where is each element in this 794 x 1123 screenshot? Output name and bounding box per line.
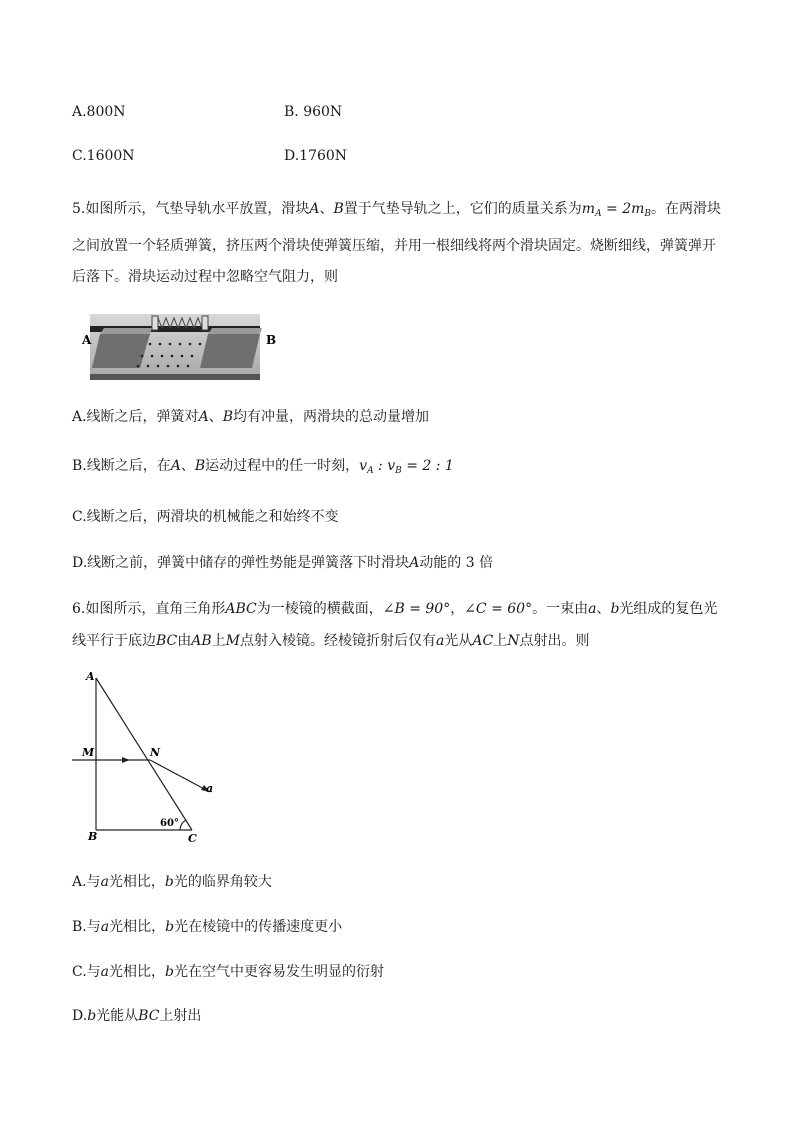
label-b: B — [266, 333, 277, 347]
q6-stem-line1: 6.如图所示，直角三角形ABC为一棱镜的横截面，∠B = 90°，∠C = 60°。一束由a、b光组成的复色光 — [72, 601, 718, 617]
refracted-ray-a — [150, 760, 210, 792]
point-m: M — [82, 746, 95, 759]
vertex-a: A — [86, 670, 95, 683]
q4-option-c: C.1600N — [72, 148, 135, 164]
q6-option-a: A.与a光相比，b光的临界角较大 — [72, 874, 272, 890]
q4-option-b: B. 960N — [284, 104, 343, 120]
ray-arrow — [122, 757, 130, 763]
q6-stem-line2: 线平行于底边BC由AB上M点射入棱镜。经棱镜折射后仅有a光从AC上N点射出。则 — [72, 633, 590, 649]
q5-option-c: C.线断之后，两滑块的机械能之和始终不变 — [72, 509, 339, 525]
side-ac — [96, 678, 192, 830]
vertex-c: C — [188, 832, 197, 845]
q5-option-b: B.线断之后，在A、B运动过程中的任一时刻，$v_A$ : $v_B = 2$ : 1 — [72, 458, 454, 476]
point-n: N — [150, 746, 161, 759]
q5-stem-line3: 后落下。滑块运动过程中忽略空气阻力，则 — [72, 269, 338, 285]
q6-option-b: B.与a光相比，b光在棱镜中的传播速度更小 — [72, 919, 343, 935]
q5-air-track-figure — [80, 306, 280, 384]
q5-mass-relation: $m_A = 2m_B$ — [581, 201, 652, 219]
q5-stem-line2: 之间放置一个轻质弹簧，挤压两个滑块使弹簧压缩，并用一根细线将两个滑块固定。烧断细线，弹簧弹开 — [72, 238, 716, 254]
q6-option-d: D.b光能从BC上射出 — [72, 1008, 202, 1024]
q6-option-c: C.与a光相比，b光在空气中更容易发生明显的衍射 — [72, 964, 384, 980]
slider-a — [92, 334, 150, 368]
q6-prism-figure — [68, 664, 228, 846]
q5-stem-line1: 5.如图所示，气垫导轨水平放置，滑块A、B置于气垫导轨之上，它们的质量关系为$m_A = 2m_B$。在两滑块 — [72, 201, 722, 219]
q4-option-d: D.1760N — [284, 148, 348, 164]
q5-option-a: A.线断之后，弹簧对A、B均有冲量，两滑块的总动量增加 — [72, 409, 429, 425]
q4-option-a: A.800N — [72, 104, 126, 120]
q5-option-d: D.线断之前，弹簧中储存的弹性势能是弹簧落下时滑块A动能的 3 倍 — [72, 555, 494, 571]
q5-velocity-ratio: $v_A$ : $v_B = 2$ : 1 — [359, 458, 454, 476]
ray-label-a: a — [206, 782, 214, 795]
slider-b — [200, 334, 260, 368]
angle-arc — [180, 820, 186, 830]
vertex-b: B — [88, 830, 98, 843]
angle-label: 60° — [160, 818, 179, 829]
label-a: A — [82, 333, 92, 347]
